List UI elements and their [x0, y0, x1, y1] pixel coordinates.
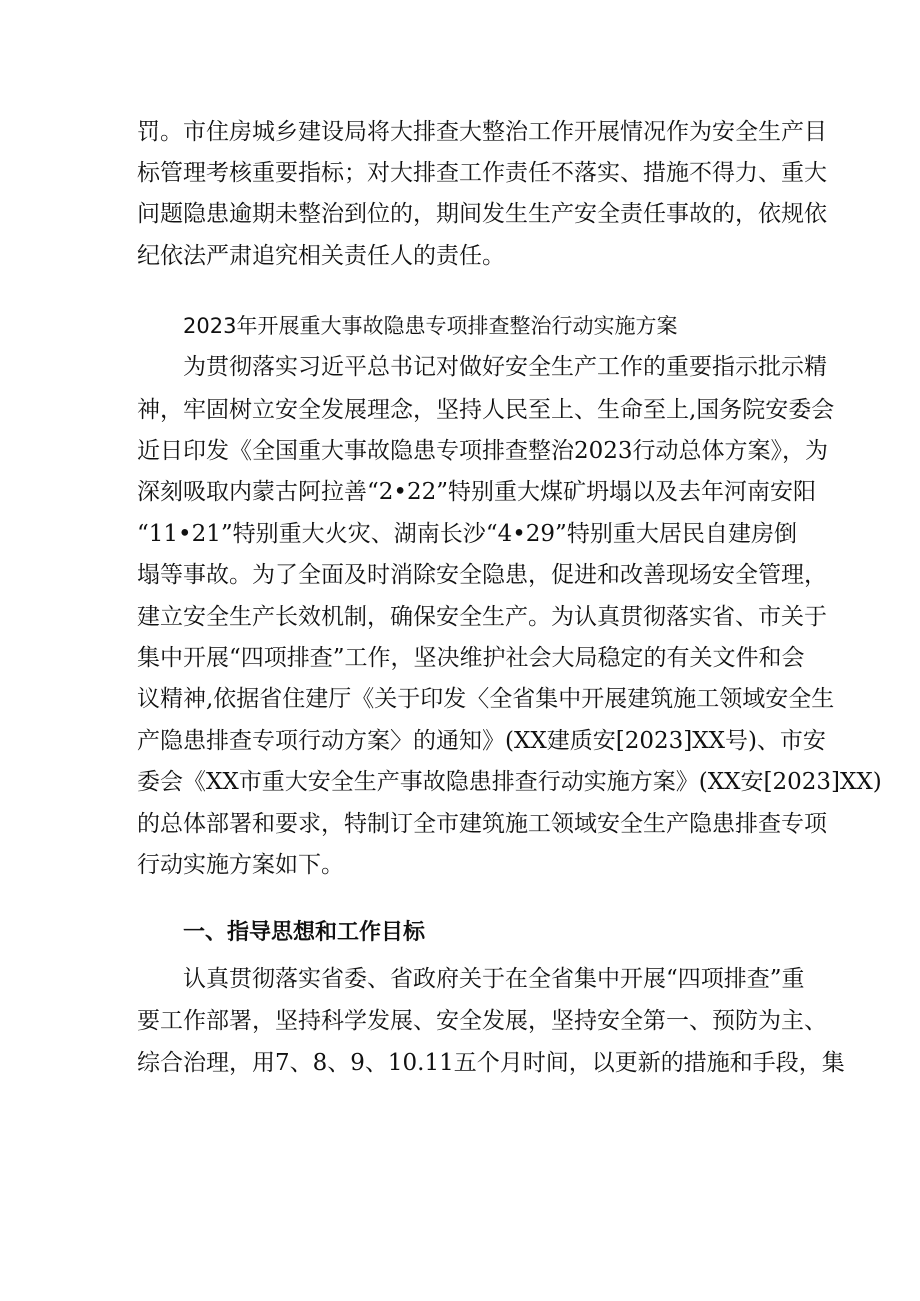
text-line: 产隐患排查专项行动方案〉的通知》(XX建质安[2023]XX号)、市安	[137, 728, 826, 754]
text-line: 问题隐患逾期未整治到位的，期间发生生产安全责任事故的，依规依	[137, 201, 827, 227]
text-line: 标管理考核重要指标；对大排查工作责任不落实、措施不得力、重大	[137, 160, 827, 186]
text-line: 的总体部署和要求，特制订全市建筑施工领域安全生产隐患排查专项	[137, 811, 827, 837]
text-line: 综合治理，用7、8、9、10.11五个月时间，以更新的措施和手段，集	[137, 1050, 845, 1076]
text-line: 认真贯彻落实省委、省政府关于在全省集中开展“四项排查”重	[183, 966, 805, 992]
text-line: “11•21”特别重大火灾、湖南长沙“4•29”特别重大居民自建房倒	[137, 521, 797, 547]
text-line: 深刻吸取内蒙古阿拉善“2•22”特别重大煤矿坍塌以及去年河南安阳	[137, 479, 816, 505]
text-line: 罚。市住房城乡建设局将大排查大整治工作开展情况作为安全生产目	[137, 119, 827, 145]
text-line: 纪依法严肃追究相关责任人的责任。	[137, 243, 505, 269]
text-line: 塌等事故。为了全面及时消除安全隐患，促进和改善现场安全管理，	[137, 562, 827, 588]
text-line: 集中开展“四项排查”工作，坚决维护社会大局稳定的有关文件和会	[137, 645, 805, 671]
text-line: 委会《XX市重大安全生产事故隐患排查行动实施方案》(XX安[2023]XX)	[137, 769, 882, 795]
text-line: 神，牢固树立安全发展理念，坚持人民至上、生命至上,国务院安委会	[137, 397, 835, 423]
text-line: 议精神,依据省住建厅《关于印发〈全省集中开展建筑施工领域安全生	[137, 686, 835, 712]
section-heading: 一、指导思想和工作目标	[183, 920, 426, 945]
text-line: 行动实施方案如下。	[137, 852, 344, 878]
text-line: 为贯彻落实习近平总书记对做好安全生产工作的重要指示批示精	[183, 354, 827, 380]
text-line: 近日印发《全国重大事故隐患专项排查整治2023行动总体方案》，为	[137, 438, 829, 464]
text-line: 要工作部署，坚持科学发展、安全发展，坚持安全第一、预防为主、	[137, 1008, 827, 1034]
text-line: 建立安全生产长效机制，确保安全生产。为认真贯彻落实省、市关于	[137, 604, 827, 630]
document-title: 2023年开展重大事故隐患专项排查整治行动实施方案	[183, 314, 678, 338]
